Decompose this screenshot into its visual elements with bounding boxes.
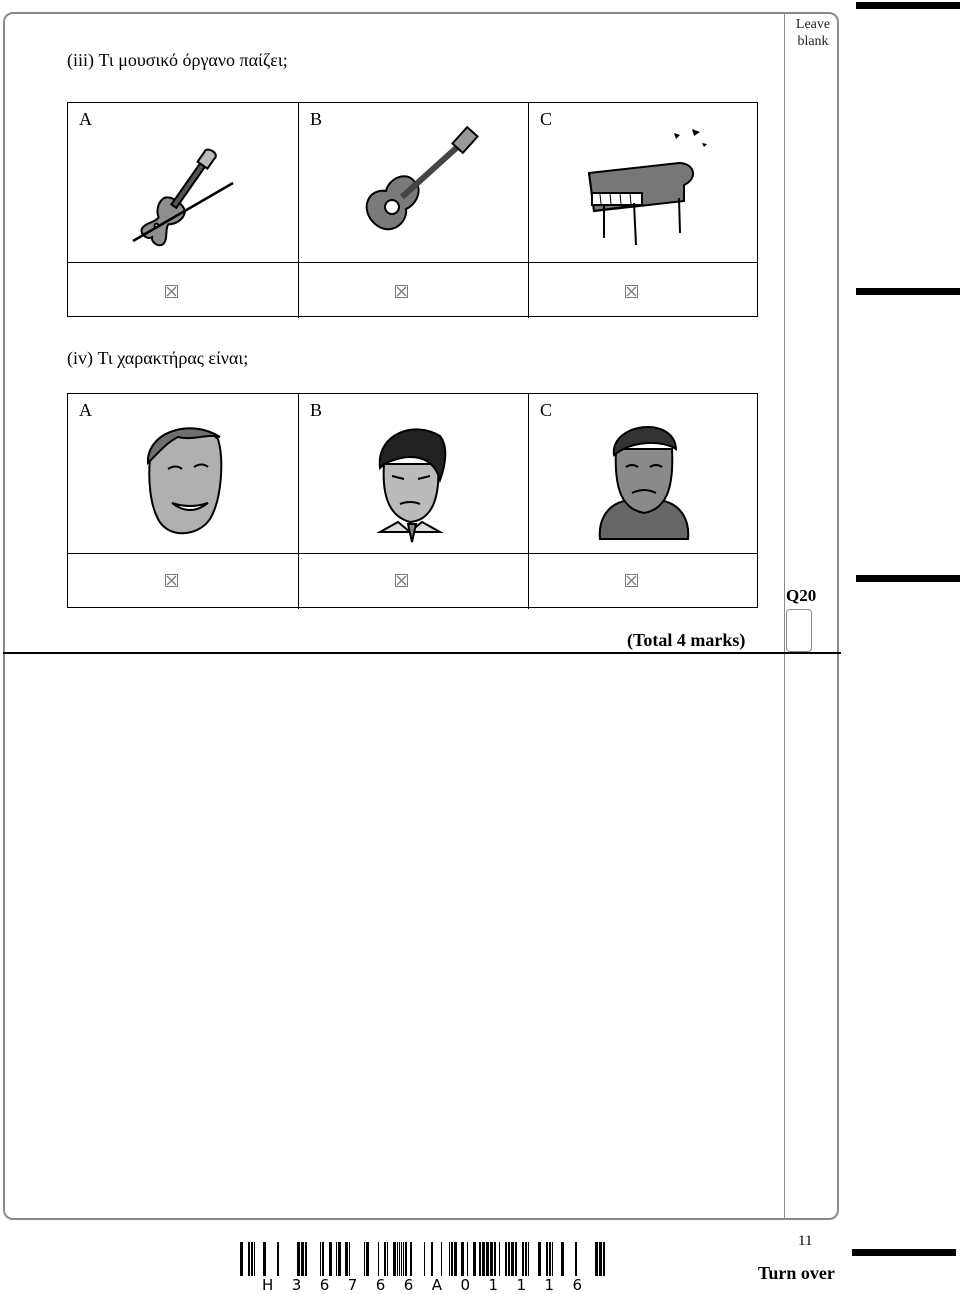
edge-mark: [856, 288, 960, 295]
option-letter: C: [540, 400, 553, 420]
turn-over-label: Turn over: [758, 1263, 835, 1283]
sad-face-icon: [594, 419, 694, 549]
barcode-char: 6: [572, 1276, 582, 1294]
margin-divider: [784, 12, 785, 1220]
barcode-bar: [505, 1242, 507, 1276]
barcode-bar: [499, 1242, 500, 1276]
barcode-bar: [329, 1242, 332, 1276]
question-iii-prompt: (iii) Τι μουσικό όργανο παίζει;: [67, 50, 288, 70]
cross-icon: [626, 575, 637, 586]
question-iv-prompt: (iv) Τι χαρακτήρας είναι;: [67, 348, 249, 368]
barcode-bar: [486, 1242, 489, 1276]
question-number-label: Q20: [786, 586, 817, 605]
leave-blank-label: Leave blank: [795, 17, 831, 49]
barcode-bar: [528, 1242, 529, 1276]
barcode-bar: [515, 1242, 517, 1276]
barcode-bar: [378, 1242, 379, 1276]
option-b-checkbox[interactable]: [395, 574, 408, 587]
barcode-bar: [301, 1242, 304, 1276]
guitar-icon: [354, 123, 484, 251]
barcode-bar: [297, 1242, 300, 1276]
barcode-bar: [240, 1242, 243, 1276]
barcode-bar: [599, 1242, 602, 1276]
barcode-bar: [410, 1242, 412, 1276]
page-number: 11: [798, 1233, 813, 1249]
option-c-checkbox[interactable]: [625, 574, 638, 587]
barcode-bar: [364, 1242, 365, 1276]
barcode-bar: [387, 1242, 388, 1276]
barcode-bar: [424, 1242, 425, 1276]
barcode-bar: [473, 1242, 476, 1276]
barcode-bar: [349, 1242, 350, 1276]
edge-mark: [852, 1249, 956, 1256]
option-b-check-cell: [298, 263, 528, 318]
barcode-bar: [479, 1242, 481, 1276]
barcode-bar: [508, 1242, 510, 1276]
option-b-checkbox[interactable]: [395, 285, 408, 298]
barcode-bar: [461, 1242, 464, 1276]
cross-icon: [166, 575, 177, 586]
barcode-char: 3: [291, 1276, 302, 1294]
barcode-bar: [336, 1242, 337, 1276]
barcode-char: 6: [319, 1276, 330, 1294]
cross-icon: [166, 286, 177, 297]
barcode-bar: [405, 1242, 407, 1276]
barcode-bar: [441, 1242, 442, 1276]
option-c-check-cell: [528, 554, 758, 609]
barcode-bar: [549, 1242, 551, 1276]
barcode-bar: [277, 1242, 279, 1276]
barcode-bar: [552, 1242, 553, 1276]
barcode-bar: [401, 1242, 402, 1276]
option-b-check-cell: [298, 554, 528, 609]
picture-row: [68, 394, 757, 553]
question-iv-options: [67, 393, 758, 608]
option-letter: A: [79, 400, 92, 420]
barcode-char: 7: [347, 1276, 358, 1294]
barcode-bar: [525, 1242, 527, 1276]
barcode-bar: [603, 1242, 605, 1276]
barcode-char: 1: [544, 1276, 554, 1294]
option-letter: C: [540, 109, 553, 129]
option-letter: B: [310, 400, 323, 420]
cross-icon: [396, 286, 407, 297]
barcode-bar: [366, 1242, 369, 1276]
barcode-bar: [322, 1242, 324, 1276]
option-c-cell: [528, 103, 758, 262]
grumpy-face-icon: [374, 424, 454, 544]
question-iii-options: [67, 102, 758, 317]
barcode-bar: [403, 1242, 404, 1276]
barcode-bar: [393, 1242, 396, 1276]
barcode-bar: [251, 1242, 253, 1276]
barcode-bar: [538, 1242, 541, 1276]
barcode-bar: [254, 1242, 255, 1276]
option-a-checkbox[interactable]: [165, 574, 178, 587]
barcode-bar: [561, 1242, 564, 1276]
barcode-char: H: [262, 1276, 274, 1294]
barcode-text: [262, 1276, 582, 1294]
barcode-bar: [345, 1242, 348, 1276]
question-end-rule: [3, 652, 841, 654]
barcode-bar: [546, 1242, 548, 1276]
cross-icon: [626, 286, 637, 297]
barcode-bar: [305, 1242, 307, 1276]
total-marks: (Total 4 marks): [627, 630, 746, 650]
barcode-bar: [454, 1242, 457, 1276]
barcode-char: 1: [488, 1276, 498, 1294]
barcode-char: 6: [403, 1276, 414, 1294]
barcode-bar: [449, 1242, 450, 1276]
checkbox-row: [68, 262, 757, 318]
edge-mark: [856, 575, 960, 582]
barcode-bar: [467, 1242, 468, 1276]
barcode-bar: [575, 1242, 577, 1276]
barcode: [237, 1242, 607, 1276]
option-letter: B: [310, 109, 323, 129]
cross-icon: [396, 575, 407, 586]
barcode-bar: [338, 1242, 341, 1276]
barcode-bar: [490, 1242, 493, 1276]
examiner-mark-box[interactable]: [786, 609, 812, 652]
barcode-char: A: [431, 1276, 442, 1294]
barcode-char: 0: [460, 1276, 470, 1294]
barcode-bar: [399, 1242, 400, 1276]
barcode-bar: [451, 1242, 453, 1276]
option-c-checkbox[interactable]: [625, 285, 638, 298]
option-c-check-cell: [528, 263, 758, 318]
happy-face-icon: [138, 419, 228, 544]
option-c-cell: [528, 394, 758, 553]
option-a-cell: [68, 394, 298, 553]
option-b-cell: [298, 394, 528, 553]
barcode-bar: [248, 1242, 250, 1276]
barcode-bar: [320, 1242, 321, 1276]
checkbox-row: [68, 553, 757, 609]
option-a-checkbox[interactable]: [165, 285, 178, 298]
barcode-bar: [494, 1242, 496, 1276]
option-b-cell: [298, 103, 528, 262]
piano-icon: [584, 123, 714, 251]
barcode-char: 1: [516, 1276, 526, 1294]
edge-mark: [856, 2, 960, 9]
option-letter: A: [79, 109, 92, 129]
picture-row: [68, 103, 757, 262]
barcode-bar: [431, 1242, 433, 1276]
barcode-bar: [511, 1242, 514, 1276]
violin-icon: [123, 123, 253, 251]
barcode-char: 6: [375, 1276, 386, 1294]
option-a-check-cell: [68, 554, 298, 609]
option-a-check-cell: [68, 263, 298, 318]
option-a-cell: [68, 103, 298, 262]
barcode-bar: [522, 1242, 524, 1276]
barcode-bar: [263, 1242, 266, 1276]
barcode-bar: [384, 1242, 386, 1276]
barcode-bar: [595, 1242, 598, 1276]
barcode-bar: [397, 1242, 398, 1276]
barcode-bar: [482, 1242, 485, 1276]
